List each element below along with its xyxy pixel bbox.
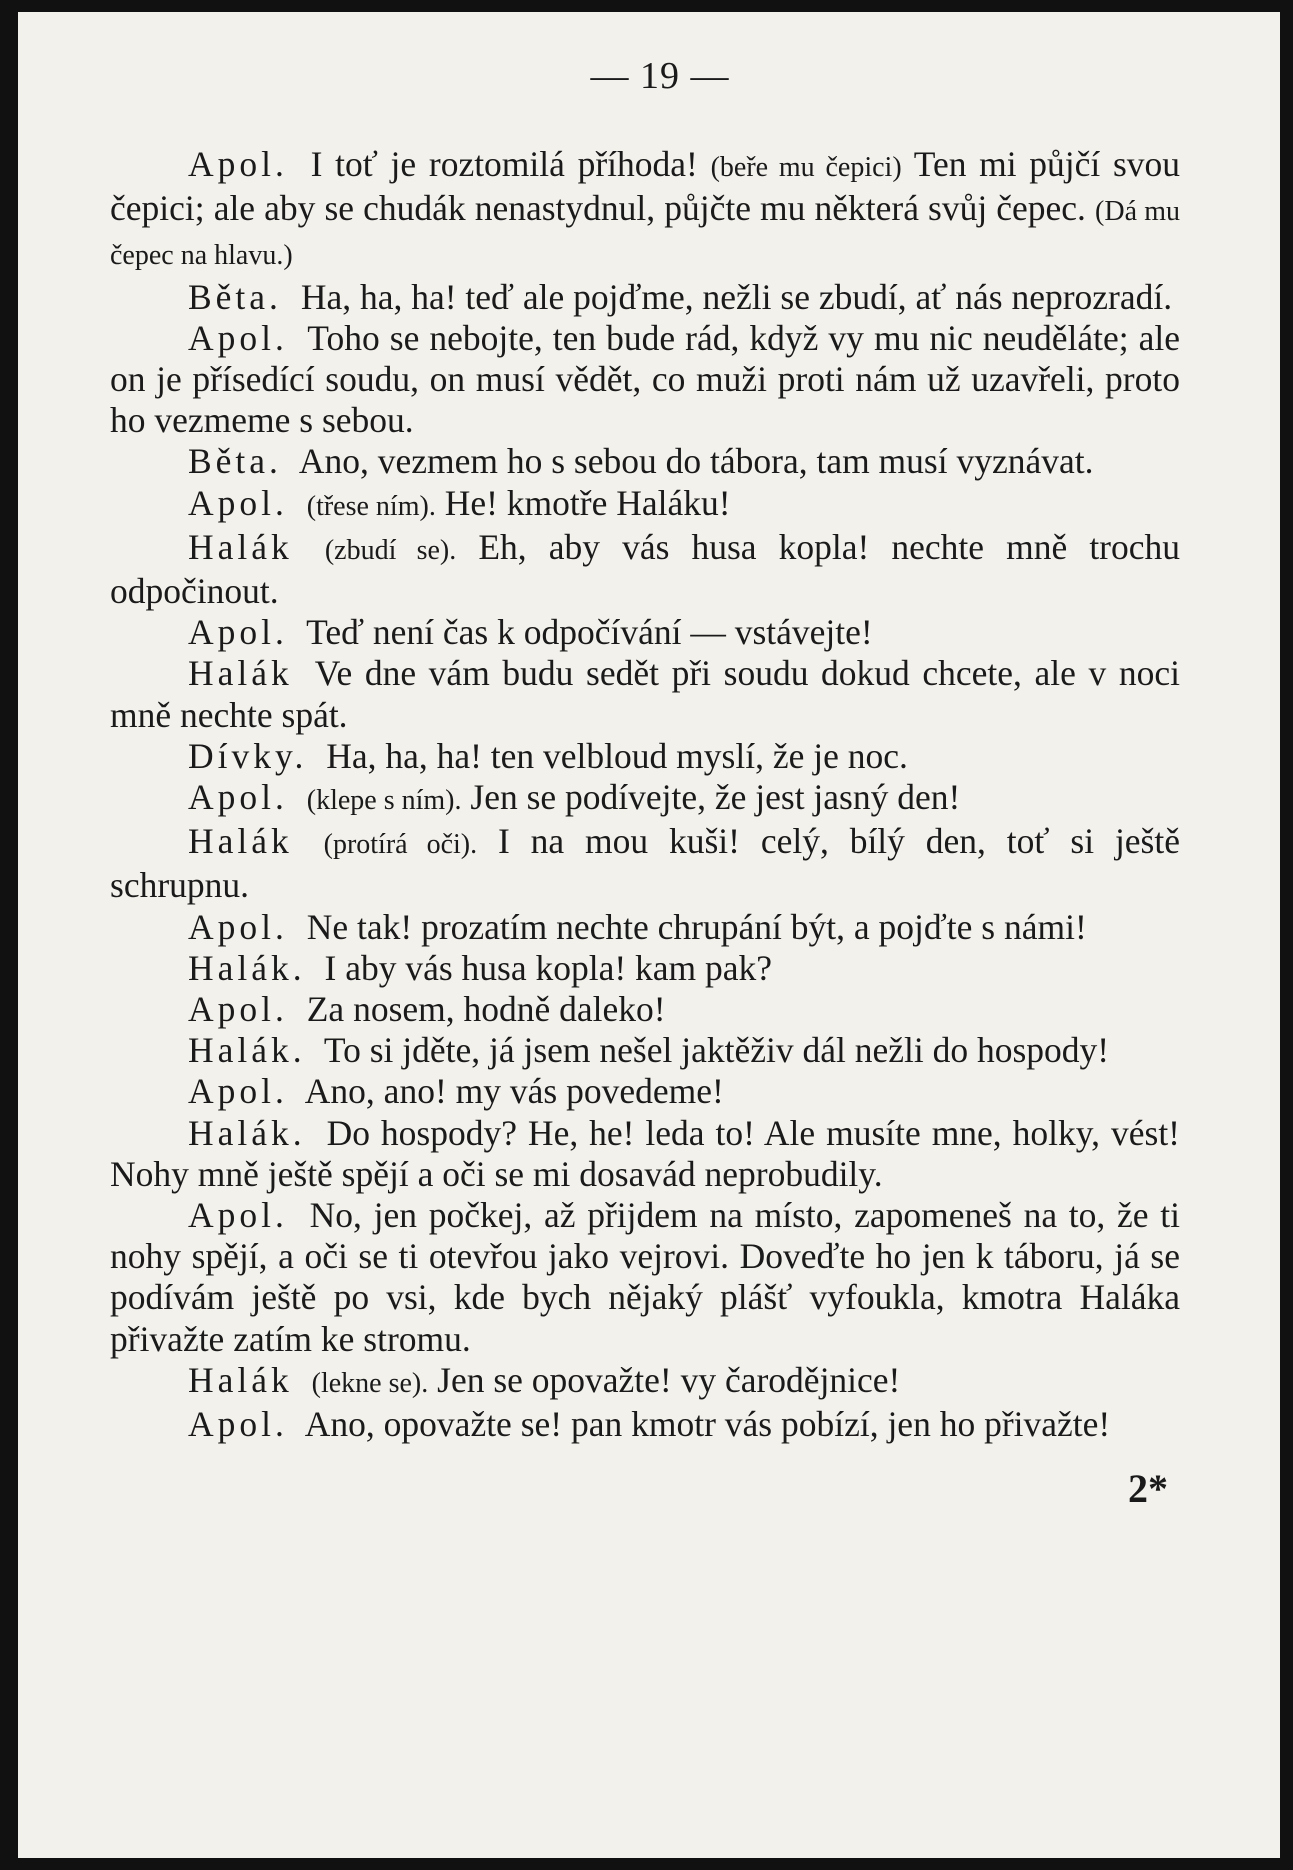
- speech-line: [110, 144, 1180, 277]
- speech-text: Ne tak! prozatím nechte chrupání být, a pojďte s námi!: [306, 906, 1087, 947]
- speech-line: [110, 1030, 1180, 1071]
- page-number: — 19 —: [590, 55, 730, 97]
- speaker-name: Halák: [188, 1359, 293, 1400]
- stage-direction: (lekne se).: [311, 1367, 429, 1399]
- speaker-name: Apol.: [188, 1404, 288, 1445]
- speech-text: Teď není čas k odpočívání — vstávejte!: [306, 612, 873, 653]
- speech-text: I toť je roztomilá příhoda!: [310, 144, 698, 184]
- speech-text: Jen se podívejte, že jest jasný den!: [470, 777, 961, 818]
- speech-line: [110, 1360, 1180, 1404]
- speaker-name: Halák.: [188, 1112, 306, 1153]
- speech-line: [110, 736, 1180, 777]
- speech-line: [110, 989, 1180, 1030]
- stage-direction: (zbudí se).: [324, 534, 457, 566]
- speaker-name: Apol.: [188, 482, 288, 523]
- speaker-name: Apol.: [188, 144, 288, 184]
- speech-line: [110, 653, 1180, 735]
- speaker-name: Apol.: [188, 317, 288, 358]
- speech-line: [110, 612, 1180, 653]
- speaker-name: Apol.: [188, 1071, 288, 1112]
- speech-line: [110, 1113, 1180, 1195]
- speech-line: [110, 527, 1180, 612]
- stage-direction: (Dá mu čepec na hlavu.): [110, 196, 1180, 272]
- speaker-name: Halák: [188, 821, 293, 862]
- speaker-name: Apol.: [188, 777, 288, 818]
- speech-line: [110, 483, 1180, 527]
- speaker-name: Halák.: [188, 947, 306, 988]
- speech-text: Eh, aby vás husa kopla! nechte mně trochu odpočinout.: [110, 526, 1181, 612]
- speaker-name: Běta.: [188, 276, 282, 317]
- speech-line: [110, 1195, 1180, 1360]
- speech-text: Toho se nebojte, ten bude rád, když vy mu nic neuděláte; ale on je přísedící soudu, on musí vědět, co muži proti nám už uzavřeli, proto ho vezmeme s sebou.: [110, 317, 1181, 441]
- speech-line: [110, 441, 1180, 482]
- speech-text: He! kmotře Haláku!: [444, 482, 731, 523]
- speech-text: Ten mi půjčí svou čepici; ale aby se chudák nenastydnul, půjčte mu některá svůj čepec.: [110, 144, 1181, 229]
- speaker-name: Apol.: [188, 989, 288, 1030]
- speech-line: [110, 948, 1180, 989]
- stage-direction: (protírá oči).: [323, 829, 478, 861]
- speech-text: Jen se opovažte! vy čarodějnice!: [437, 1359, 901, 1400]
- speech-text: Ano, ano! my vás povedeme!: [304, 1071, 724, 1112]
- speaker-name: Apol.: [188, 1195, 288, 1236]
- speech-text: Ha, ha, ha! ten velbloud myslí, že je noc.: [326, 735, 908, 776]
- stage-direction: (beře mu čepici): [710, 152, 902, 183]
- speech-line: [110, 318, 1180, 442]
- speech-text: I na mou kuši! celý, bílý den, toť si ještě schrupnu.: [110, 821, 1180, 906]
- play-text: [110, 144, 1180, 1445]
- speech-text: To si jděte, já jsem nešel jaktěživ dál nežli do hospody!: [323, 1030, 1110, 1071]
- speech-text: Za nosem, hodně daleko!: [306, 989, 666, 1030]
- speech-text: Ano, vezmem ho s sebou do tábora, tam musí vyznávat.: [298, 441, 1094, 482]
- speech-line: [110, 907, 1180, 948]
- stage-direction: (třese ním).: [306, 490, 436, 522]
- speech-text: No, jen počkej, až přijdem na místo, zapomeneš na to, že ti nohy spějí, a oči se ti otevřou jako vejrovi. Doveďte ho jen k táboru, já se podívám ještě po vsi, kde bych nějaký plášť vyfoukla, kmotra Haláka přivažte zatím ke stromu.: [110, 1195, 1181, 1359]
- speech-text: Do hospody? He, he! leda to! Ale musíte mne, holky, vést! Nohy mně ještě spějí a oči se mi dosavád neprobudily.: [110, 1112, 1181, 1194]
- speech-text: Ano, opovažte se! pan kmotr vás pobízí, jen ho přivažte!: [304, 1404, 1111, 1445]
- speech-text: Ve dne vám budu sedět při soudu dokud chcete, ale v noci mně nechte spát.: [110, 653, 1181, 735]
- book-page: [18, 12, 1280, 1858]
- speaker-name: Halák: [188, 653, 293, 694]
- stage-direction: (klepe s ním).: [306, 785, 462, 817]
- speech-line: [110, 821, 1180, 906]
- speaker-name: Apol.: [188, 906, 288, 947]
- speech-line: [110, 277, 1180, 318]
- speaker-name: Halák: [188, 526, 293, 567]
- speech-line: [110, 1404, 1180, 1445]
- printer-signature: 2*: [1128, 1466, 1168, 1512]
- speaker-name: Běta.: [188, 441, 282, 482]
- speech-text: I aby vás husa kopla! kam pak?: [324, 947, 773, 988]
- speaker-name: Apol.: [188, 612, 288, 653]
- speech-line: [110, 777, 1180, 821]
- speaker-name: Dívky.: [188, 735, 308, 776]
- speaker-name: Halák.: [188, 1030, 306, 1071]
- speech-line: [110, 1071, 1180, 1112]
- speech-text: Ha, ha, ha! teď ale pojďme, nežli se zbudí, ať nás neprozradí.: [300, 276, 1173, 317]
